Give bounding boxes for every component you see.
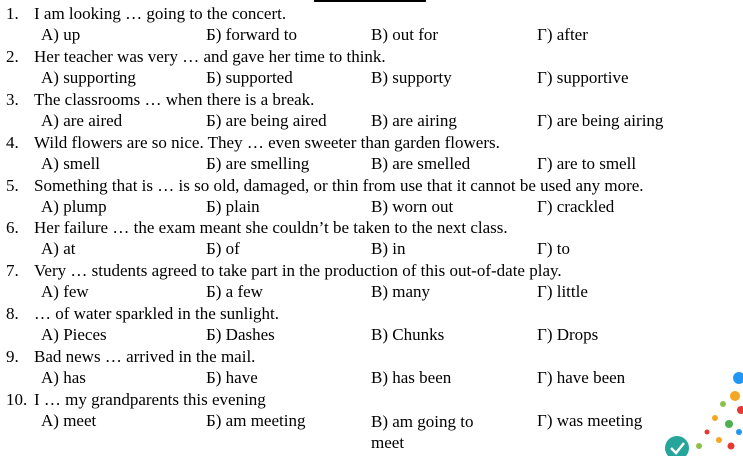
question-number: 4. [6, 133, 19, 152]
option-a: А) are aired [41, 111, 123, 130]
decor-dot-icon [728, 443, 735, 450]
question-number: 8. [6, 304, 19, 323]
option-c: В) Chunks [371, 325, 445, 344]
option-d: Г) crackled [537, 197, 615, 216]
option-a: А) Pieces [41, 325, 107, 344]
question-text: The classrooms … when there is a break. [34, 90, 315, 109]
option-d: Г) little [537, 282, 588, 301]
option-d: Г) after [537, 25, 588, 44]
question-text: … of water sparkled in the sunlight. [34, 304, 280, 323]
question-number: 10. [6, 390, 28, 409]
option-b: Б) supported [206, 68, 293, 87]
decor-dot-icon [705, 430, 710, 435]
option-d: Г) are to smell [537, 154, 637, 173]
option-b: Б) forward to [206, 25, 297, 44]
question-number: 1. [6, 4, 19, 23]
option-a: А) smell [41, 154, 101, 173]
question-number: 6. [6, 218, 19, 237]
option-a: А) has [41, 368, 86, 387]
top-rule [314, 0, 426, 2]
question-text: I … my grandparents this evening [34, 390, 266, 409]
decor-dot-icon [712, 415, 718, 421]
option-b: Б) Dashes [206, 325, 275, 344]
option-a: А) plump [41, 197, 107, 216]
option-b: Б) have [206, 368, 258, 387]
option-d: Г) Drops [537, 325, 599, 344]
question-text: Her failure … the exam meant she couldn’t be taken to the next class. [34, 218, 508, 237]
decor-dot-icon [696, 443, 702, 449]
question-number: 7. [6, 261, 19, 280]
option-d: Г) have been [537, 368, 626, 387]
option-b: Б) plain [206, 197, 260, 216]
question-text: I am looking … going to the concert. [34, 4, 287, 23]
option-c: В) many [371, 282, 431, 301]
option-b: Б) am meeting [206, 411, 306, 430]
option-d: Г) supportive [537, 68, 629, 87]
option-b: Б) a few [206, 282, 263, 301]
option-a: А) few [41, 282, 89, 301]
decor-dot-icon [730, 391, 740, 401]
option-c: В) supporty [371, 68, 452, 87]
option-a: А) up [41, 25, 81, 44]
question-text: Wild flowers are so nice. They … even sweeter than garden flowers. [34, 133, 500, 152]
option-d: Г) to [537, 239, 570, 258]
question-number: 5. [6, 176, 19, 195]
option-c: В) out for [371, 25, 439, 44]
option-c: В) am going to meet [371, 412, 474, 452]
question-text: Something that is … is so old, damaged, or thin from use that it cannot be used any more. [34, 176, 644, 195]
decor-dot-icon [720, 401, 726, 407]
decor-dot-icon [716, 437, 722, 443]
option-b: Б) are smelling [206, 154, 310, 173]
option-d: Г) are being airing [537, 111, 664, 130]
option-b: Б) of [206, 239, 240, 258]
option-b: Б) are being aired [206, 111, 327, 130]
decorative-logo-icon [663, 366, 743, 456]
option-a: А) at [41, 239, 76, 258]
option-c: В) are smelled [371, 154, 471, 173]
decor-dot-icon [737, 406, 743, 414]
option-d: Г) was meeting [537, 411, 643, 430]
decor-dot-icon [733, 372, 743, 384]
decor-dot-icon [725, 420, 733, 428]
decor-dot-icon [736, 429, 742, 435]
option-c: В) are airing [371, 111, 457, 130]
question-number: 2. [6, 47, 19, 66]
option-a: А) supporting [41, 68, 136, 87]
question-text: Bad news … arrived in the mail. [34, 347, 256, 366]
option-c: В) in [371, 239, 406, 258]
question-number: 3. [6, 90, 19, 109]
option-c: В) worn out [371, 197, 454, 216]
question-text: Very … students agreed to take part in the production of this out-of-date play. [34, 261, 562, 280]
option-c: В) has been [371, 368, 452, 387]
option-a: А) meet [41, 411, 97, 430]
question-number: 9. [6, 347, 19, 366]
question-text: Her teacher was very … and gave her time to think. [34, 47, 386, 66]
